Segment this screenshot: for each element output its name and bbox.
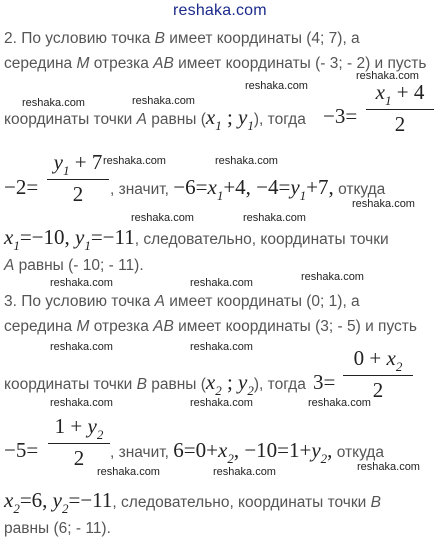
p3-line-6: равны (6; - 11).: [4, 520, 111, 537]
watermark: reshaka.com: [245, 80, 308, 92]
p2-eq1-lhs: −3=: [323, 104, 358, 128]
watermark: reshaka.com: [243, 212, 306, 224]
watermark: reshaka.com: [97, 466, 160, 478]
watermark: reshaka.com: [132, 95, 195, 107]
watermark: reshaka.com: [215, 155, 278, 167]
p2-fraction-1: $x_1 + 4$ 2: [366, 80, 434, 136]
p3-line-5: $x_2=6$, $y_2=-11$, следовательно, координаты точки B: [4, 488, 381, 516]
p3-line-3: координаты точки B равны ($x_2$ ; $y_2$), тогда: [4, 370, 306, 398]
p3-line-4: , значит, $6=0+x_2$, $-10=1+y_2$, откуда: [110, 438, 384, 466]
p3-fraction-2: $1 + y_2$ 2: [48, 414, 110, 470]
watermark: reshaka.com: [301, 271, 364, 283]
watermark-top: reshaka.com: [173, 2, 267, 19]
p2-line-5: $x_1=-10$, $y_1=-11$, следовательно, координаты точки: [4, 225, 389, 253]
p2-line-4: , значит, $-6=x_1+4$, $-4=y_1+7$, откуда: [110, 175, 386, 203]
watermark: reshaka.com: [356, 70, 419, 82]
p3-eq1-lhs: 3=: [313, 370, 336, 394]
p2-eq2-lhs: −2=: [4, 175, 39, 199]
watermark: reshaka.com: [190, 397, 253, 409]
watermark: reshaka.com: [357, 461, 420, 473]
watermark: reshaka.com: [190, 341, 253, 353]
p2-line-1: 2. По условию точка B имеет координаты (4; 7), а: [4, 30, 360, 47]
watermark: reshaka.com: [103, 155, 166, 167]
p2-line-3: координаты точки A равны ($x_1$ ; $y_1$), тогда: [4, 105, 306, 133]
watermark: reshaka.com: [50, 397, 113, 409]
watermark: reshaka.com: [131, 212, 194, 224]
p3-eq2-lhs: −5=: [4, 438, 39, 462]
watermark: reshaka.com: [352, 198, 415, 210]
p2-line-2: середина M отрезка AB имеет координаты (- 3; - 2) и пусть: [4, 55, 427, 72]
p3-line-1: 3. По условию точка A имеет координаты (0; 1), а: [4, 293, 360, 310]
p2-fraction-2: $y_1 + 7$ 2: [47, 150, 109, 206]
watermark: reshaka.com: [213, 466, 276, 478]
watermark: reshaka.com: [22, 97, 85, 109]
watermark: reshaka.com: [308, 397, 371, 409]
watermark: reshaka.com: [50, 341, 113, 353]
watermark: reshaka.com: [190, 277, 253, 289]
watermark: reshaka.com: [50, 277, 113, 289]
p3-fraction-1: $0 + x_2$ 2: [343, 346, 413, 402]
p3-line-2: середина M отрезка AB имеет координаты (3; - 5) и пусть: [4, 318, 417, 335]
p2-line-6: A равны (- 10; - 11).: [4, 257, 144, 274]
